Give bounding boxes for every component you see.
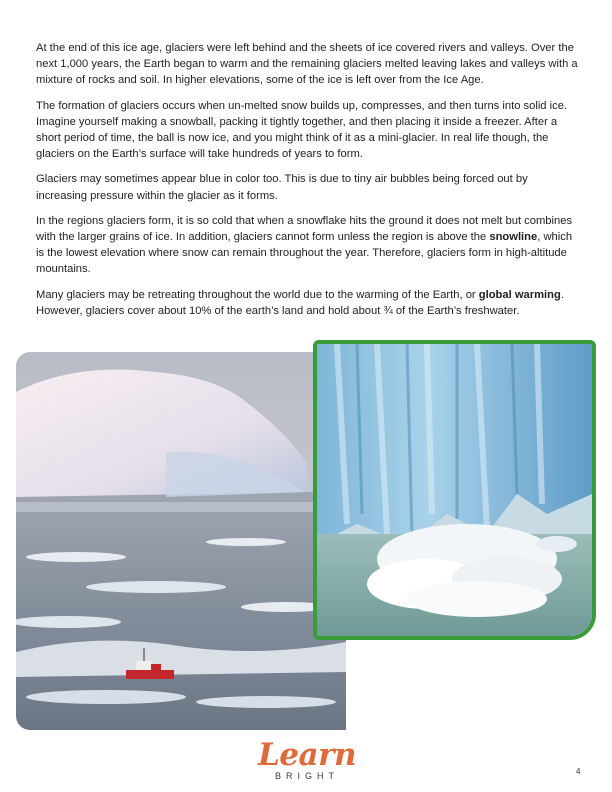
- paragraph: [36, 287, 581, 319]
- text-segment: . However, glaciers cover about 10% of the earth’s land and hold about ¾ of the Earth’s freshwater.: [36, 288, 564, 317]
- text-segment: In the regions glaciers form, it is so cold that when a snowflake hits the ground it does not melt but combines with the larger grains of ice. In addition, glaciers cannot form unless the region is above the: [36, 214, 573, 244]
- text-segment: Glaciers may sometimes appear blue in color too. This is due to tiny air bubbles being forced out by increasing pressure within the glacier as it forms.: [36, 173, 528, 202]
- text-segment: , which is the lowest elevation where snow can remain throughout the year. Therefore, glaciers form in high-altitude mountains.: [36, 231, 573, 276]
- logo-wordmark: Learn: [258, 737, 356, 773]
- calving-glacier-photo: [313, 340, 596, 640]
- iceberg-fjord-photo: [16, 352, 346, 730]
- iceberg-illustration: [16, 352, 346, 730]
- photo-collage: [16, 340, 596, 730]
- bold-term: snowline: [489, 231, 538, 244]
- paragraph: [36, 171, 581, 203]
- paragraph: [36, 213, 581, 278]
- text-segment: The formation of glaciers occurs when un-melted snow builds up, compresses, and then turns into solid ice. Imagine yourself making a snowball, packing it tightly together, and then placing it inside a freezer. After a short period of time, the ball is now ice, and you might think of it as a mini-glacier. In real life though, the glaciers on the Earth’s surface will take hundreds of years to form.: [36, 99, 568, 161]
- glacier-calving-illustration: [317, 344, 592, 636]
- paragraph: [36, 98, 581, 163]
- page-number: 4: [576, 767, 581, 776]
- text-segment: Many glaciers may be retreating throughout the world due to the warming of the Earth, or: [36, 288, 479, 301]
- bold-term: global warming: [478, 288, 561, 301]
- text-segment: At the end of this ice age, glaciers were left behind and the sheets of ice covered rivers and valleys. Over the next 1,000 years, the Earth began to warm and the remaining glaciers melted leaving lakes and valleys with a mixture of rocks and soil. In higher elevations, some of the ice is left over from the Ice Age.: [36, 42, 578, 87]
- learn-bright-logo: [242, 735, 372, 785]
- logo-subtitle: BRIGHT: [274, 771, 339, 781]
- body-text: [36, 40, 581, 328]
- paragraph: [36, 40, 581, 89]
